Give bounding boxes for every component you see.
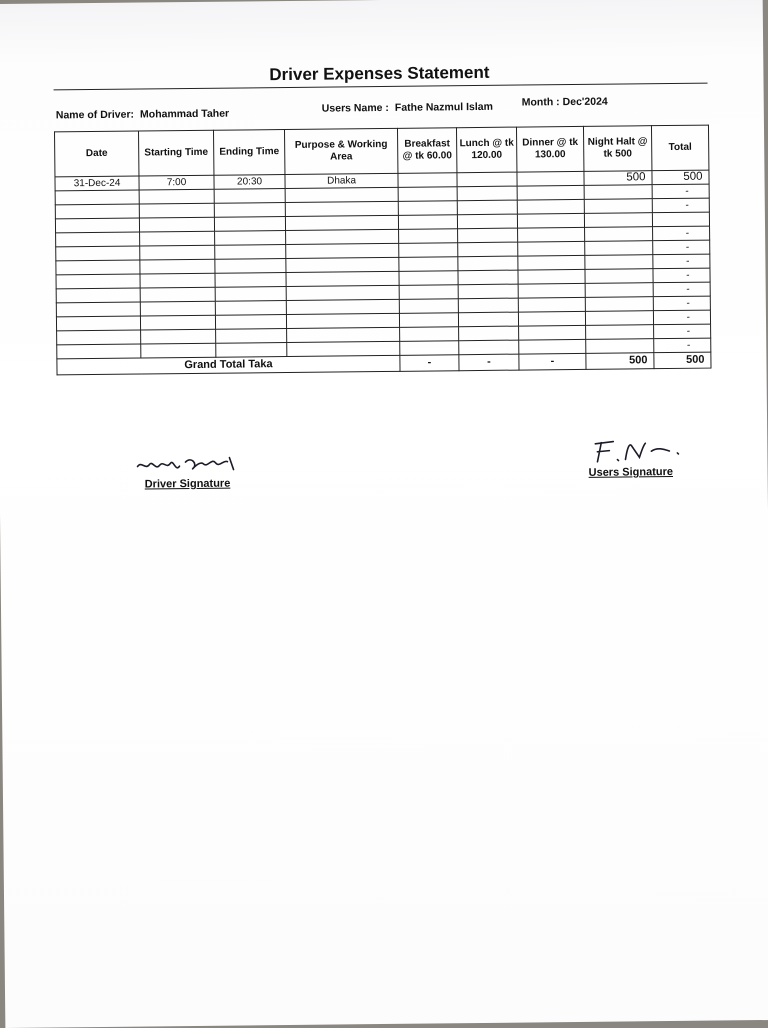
- cell-date: [56, 232, 140, 247]
- cell-start: 7:00: [139, 175, 214, 190]
- cell-date: [57, 330, 141, 345]
- column-header: Breakfast @ tk 60.00: [397, 128, 456, 174]
- cell-end: 20:30: [214, 175, 285, 190]
- cell-start: [140, 231, 215, 246]
- grand-total-breakfast: -: [400, 355, 459, 372]
- column-header: Dinner @ tk 130.00: [516, 126, 583, 172]
- cell-purpose: [286, 313, 399, 328]
- cell-date: [56, 260, 140, 275]
- column-header: Lunch @ tk 120.00: [456, 127, 516, 173]
- cell-dinner: [517, 185, 584, 200]
- cell-breakfast: [398, 215, 457, 230]
- cell-date: [57, 344, 141, 359]
- cell-night-halt: [586, 325, 654, 340]
- cell-lunch: [458, 242, 518, 257]
- cell-end: [216, 329, 287, 344]
- user-name-label: Users Name :: [321, 101, 389, 115]
- cell-purpose: [287, 327, 400, 342]
- cell-night-halt: [585, 255, 653, 270]
- cell-breakfast: [399, 299, 458, 314]
- column-header: Date: [55, 131, 139, 177]
- cell-dinner: [518, 311, 585, 326]
- cell-date: [56, 302, 140, 317]
- cell-breakfast: [399, 257, 458, 272]
- cell-start: [141, 343, 216, 358]
- cell-purpose: [286, 271, 399, 286]
- page-title: Driver Expenses Statement: [269, 62, 490, 85]
- cell-night-halt: [584, 199, 652, 214]
- cell-purpose: [286, 229, 399, 244]
- cell-dinner: [517, 213, 584, 228]
- cell-dinner: [518, 283, 585, 298]
- cell-total: 500: [652, 170, 709, 185]
- month-field: [522, 96, 608, 109]
- month-value: Dec'2024: [562, 95, 608, 109]
- cell-start: [140, 287, 215, 302]
- driver-signature-label: Driver Signature: [144, 477, 231, 491]
- cell-dinner: [518, 297, 585, 312]
- cell-purpose: [286, 243, 399, 258]
- cell-date: 31-Dec-24: [55, 176, 139, 191]
- user-signature-mark: [589, 437, 689, 466]
- cell-lunch: [458, 270, 518, 285]
- cell-start: [140, 301, 215, 316]
- cell-total: -: [654, 338, 711, 353]
- cell-lunch: [458, 228, 518, 243]
- cell-night-halt: [585, 227, 653, 242]
- cell-purpose: [285, 215, 398, 230]
- cell-total: -: [653, 226, 710, 241]
- cell-lunch: [458, 298, 518, 313]
- cell-dinner: [518, 241, 585, 256]
- cell-total: [652, 212, 709, 227]
- grand-total-label: Grand Total Taka: [57, 355, 400, 375]
- cell-total: -: [653, 254, 710, 269]
- cell-dinner: [517, 171, 584, 186]
- cell-total: -: [653, 310, 710, 325]
- cell-start: [139, 203, 214, 218]
- cell-total: -: [653, 282, 710, 297]
- cell-end: [214, 189, 285, 204]
- cell-breakfast: [399, 229, 458, 244]
- expenses-table: [54, 125, 712, 376]
- driver-name-label: Name of Driver:: [55, 108, 135, 122]
- cell-date: [56, 246, 140, 261]
- cell-night-halt: [584, 185, 652, 200]
- cell-dinner: [518, 227, 585, 242]
- column-header: Night Halt @ tk 500: [583, 126, 651, 172]
- cell-date: [55, 204, 139, 219]
- column-header: Total: [651, 125, 708, 171]
- driver-name-field: [56, 108, 229, 122]
- cell-total: -: [653, 296, 710, 311]
- cell-breakfast: [399, 243, 458, 258]
- table-header-row: [55, 125, 709, 177]
- grand-total-total: 500: [654, 352, 711, 369]
- cell-dinner: [519, 325, 586, 340]
- column-header: Starting Time: [138, 130, 213, 176]
- cell-date: [56, 274, 140, 289]
- cell-dinner: [518, 255, 585, 270]
- cell-breakfast: [400, 341, 459, 356]
- cell-total: -: [653, 268, 710, 283]
- cell-night-halt: [585, 283, 653, 298]
- cell-lunch: [457, 200, 517, 215]
- cell-start: [141, 329, 216, 344]
- cell-night-halt: [585, 311, 653, 326]
- cell-lunch: [459, 340, 519, 355]
- cell-end: [215, 231, 286, 246]
- driver-signature-mark: [133, 447, 257, 478]
- cell-lunch: [457, 186, 517, 201]
- cell-end: [214, 203, 285, 218]
- cell-breakfast: [398, 201, 457, 216]
- user-signature-label: Users Signature: [588, 465, 674, 479]
- cell-end: [215, 273, 286, 288]
- cell-total: -: [652, 184, 709, 199]
- cell-purpose: [286, 299, 399, 314]
- cell-night-halt: [584, 213, 652, 228]
- cell-breakfast: [398, 187, 457, 202]
- cell-end: [214, 217, 285, 232]
- cell-breakfast: [399, 271, 458, 286]
- cell-lunch: [457, 214, 517, 229]
- cell-end: [215, 315, 286, 330]
- cell-total: -: [653, 240, 710, 255]
- table-body: [55, 170, 711, 359]
- cell-night-halt: [585, 269, 653, 284]
- cell-date: [55, 218, 139, 233]
- driver-name-value: Mohammad Taher: [139, 107, 230, 121]
- cell-lunch: [458, 256, 518, 271]
- grand-total-lunch: -: [459, 354, 519, 371]
- cell-breakfast: [399, 313, 458, 328]
- cell-start: [140, 273, 215, 288]
- cell-total: -: [654, 324, 711, 339]
- cell-breakfast: [400, 327, 459, 342]
- cell-dinner: [519, 339, 586, 354]
- cell-end: [216, 343, 287, 358]
- column-header: Purpose & Working Area: [284, 128, 397, 174]
- cell-start: [139, 189, 214, 204]
- cell-breakfast: [398, 173, 457, 188]
- grand-total-night-halt: 500: [586, 353, 654, 370]
- cell-purpose: [287, 341, 400, 356]
- cell-night-halt: [585, 241, 653, 256]
- cell-lunch: [458, 284, 518, 299]
- cell-end: [215, 301, 286, 316]
- cell-end: [215, 245, 286, 260]
- cell-lunch: [458, 312, 518, 327]
- cell-purpose: [286, 285, 399, 300]
- cell-end: [215, 287, 286, 302]
- cell-night-halt: 500: [584, 171, 652, 186]
- cell-total: -: [652, 198, 709, 213]
- cell-start: [140, 245, 215, 260]
- cell-purpose: [286, 257, 399, 272]
- cell-lunch: [459, 326, 519, 341]
- user-name-field: [322, 101, 493, 115]
- month-label: Month :: [521, 96, 560, 109]
- cell-start: [140, 259, 215, 274]
- cell-breakfast: [399, 285, 458, 300]
- cell-date: [56, 288, 140, 303]
- cell-lunch: [457, 172, 517, 187]
- cell-purpose: [285, 201, 398, 216]
- cell-start: [139, 217, 214, 232]
- cell-purpose: Dhaka: [285, 173, 398, 188]
- user-name-value: Fathe Nazmul Islam: [394, 100, 493, 114]
- cell-date: [56, 316, 140, 331]
- cell-dinner: [518, 269, 585, 284]
- column-header: Ending Time: [213, 130, 284, 176]
- cell-purpose: [285, 187, 398, 202]
- cell-date: [55, 190, 139, 205]
- cell-dinner: [517, 199, 584, 214]
- cell-night-halt: [585, 297, 653, 312]
- cell-night-halt: [586, 339, 654, 354]
- cell-end: [215, 259, 286, 274]
- cell-start: [140, 315, 215, 330]
- grand-total-dinner: -: [519, 353, 586, 370]
